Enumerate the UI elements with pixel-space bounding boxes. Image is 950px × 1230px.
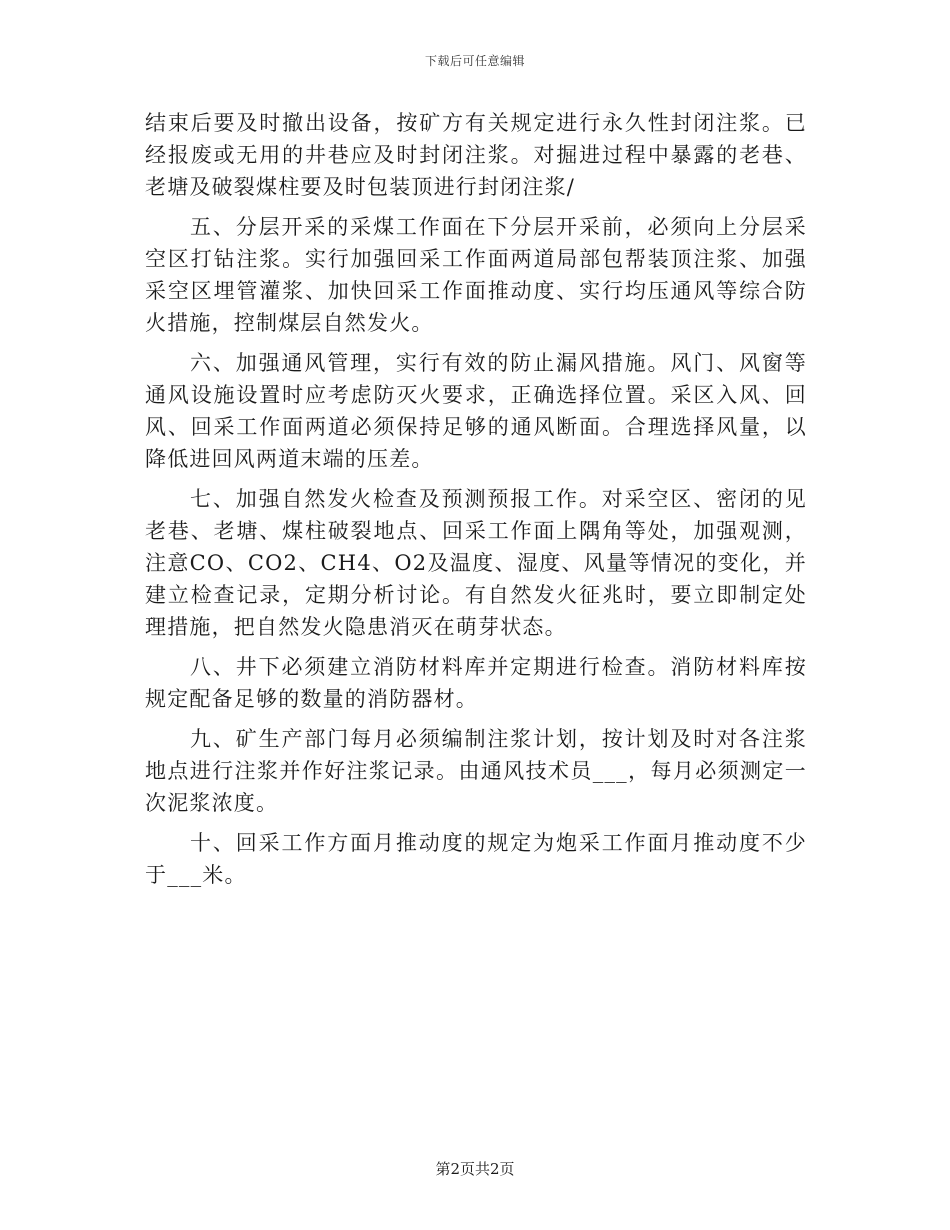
paragraph-item-6: 六、加强通风管理，实行有效的防止漏风措施。风门、风窗等通风设施设置时应考虑防灭火要求，正确选择位置。采区入风、回风、回采工作面两道必须保持足够的通风断面。合理选择风量，以降低进回风两道末端的压差。 [145,351,807,471]
document-body [145,107,807,891]
paragraph-continuation: 结束后要及时撤出设备，按矿方有关规定进行永久性封闭注浆。已经报废或无用的井巷应及时封闭注浆。对掘进过程中暴露的老巷、老塘及破裂煤柱要及时包装顶进行封闭注浆/ [145,111,807,199]
page-header: 下载后可任意编辑 [424,54,525,68]
paragraph-item-5: 五、分层开采的采煤工作面在下分层开采前，必须向上分层采空区打钻注浆。实行加强回采工作面两道局部包帮装顶注浆、加强采空区埋管灌浆、加快回采工作面推动度、实行均压通风等综合防火措施，控制煤层自然发火。 [145,215,807,335]
paragraph-item-7: 七、加强自然发火检查及预测预报工作。对采空区、密闭的见老巷、老塘、煤柱破裂地点、回采工作面上隅角等处，加强观测，注意CO、CO2、CH4、O2及温度、湿度、风量等情况的变化，并建立检查记录，定期分析讨论。有自然发火征兆时，要立即制定处理措施，把自然发火隐患消灭在萌芽状态。 [145,487,807,639]
page-number: 第2页共2页 [435,1160,515,1178]
paragraph-item-10: 十、回采工作方面月推动度的规定为炮采工作面月推动度不少于___米。 [145,831,807,887]
paragraph-item-9: 九、矿生产部门每月必须编制注浆计划，按计划及时对各注浆地点进行注浆并作好注浆记录。由通风技术员___，每月必须测定一次泥浆浓度。 [145,727,807,815]
paragraph-item-8: 八、井下必须建立消防材料库并定期进行检查。消防材料库按规定配备足够的数量的消防器材。 [145,655,807,711]
